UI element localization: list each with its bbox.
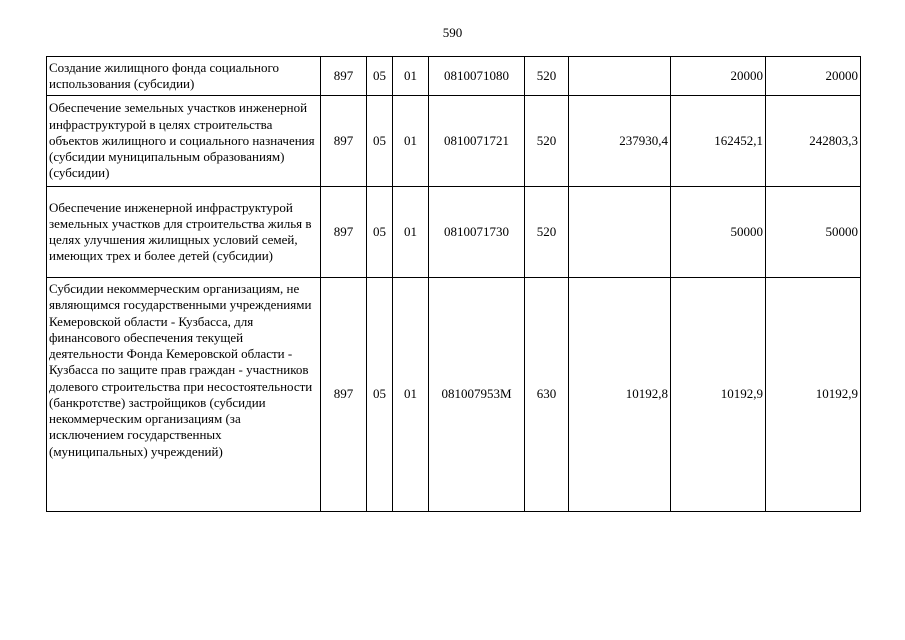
amount-1: 237930,4: [569, 96, 671, 187]
ministry-code: 897: [321, 96, 367, 187]
target-article: 0810071721: [429, 96, 525, 187]
section-code: 05: [367, 187, 393, 278]
subsection-code: 01: [393, 96, 429, 187]
ministry-code: 897: [321, 187, 367, 278]
amount-3: 242803,3: [766, 96, 861, 187]
target-article: 0810071730: [429, 187, 525, 278]
section-code: 05: [367, 278, 393, 512]
amount-1: [569, 187, 671, 278]
row-name: Обеспечение инженерной инфраструктурой земельных участков для строительства жилья в целях улучшения жилищных условий семей, имеющих трех и более детей (субсидии): [47, 187, 321, 278]
table-row: [47, 187, 861, 278]
amount-2: 10192,9: [671, 278, 766, 512]
subsection-code: 01: [393, 57, 429, 96]
target-article: 0810071080: [429, 57, 525, 96]
amount-1: [569, 57, 671, 96]
expense-type: 630: [525, 278, 569, 512]
section-code: 05: [367, 96, 393, 187]
row-name: Субсидии некоммерческим организациям, не являющимся государственными учреждениями Кемеровской области - Кузбасса, для финансового обеспечения текущей деятельности Фонда Кемеровской области - Кузбасса по защите прав граждан - участников долевого строительства при несостоятельности (банкротстве) застройщиков (субсидии некоммерческим организациям (за исключением государственных (муниципальных) учреждений): [47, 278, 321, 512]
row-name: Создание жилищного фонда социального использования (субсидии): [47, 57, 321, 96]
amount-3: 10192,9: [766, 278, 861, 512]
table-row: [47, 96, 861, 187]
subsection-code: 01: [393, 278, 429, 512]
row-name: Обеспечение земельных участков инженерной инфраструктурой в целях строительства объектов жилищного и социального назначения (субсидии муниципальным образованиям) (субсидии): [47, 96, 321, 187]
ministry-code: 897: [321, 57, 367, 96]
table-row: [47, 278, 861, 512]
ministry-code: 897: [321, 278, 367, 512]
section-code: 05: [367, 57, 393, 96]
amount-3: 20000: [766, 57, 861, 96]
page-number: 590: [442, 25, 463, 40]
budget-table: [46, 56, 861, 512]
amount-2: 50000: [671, 187, 766, 278]
subsection-code: 01: [393, 187, 429, 278]
amount-3: 50000: [766, 187, 861, 278]
amount-1: 10192,8: [569, 278, 671, 512]
target-article: 081007953М: [429, 278, 525, 512]
expense-type: 520: [525, 96, 569, 187]
amount-2: 20000: [671, 57, 766, 96]
amount-2: 162452,1: [671, 96, 766, 187]
table-row: [47, 57, 861, 96]
expense-type: 520: [525, 187, 569, 278]
expense-type: 520: [525, 57, 569, 96]
